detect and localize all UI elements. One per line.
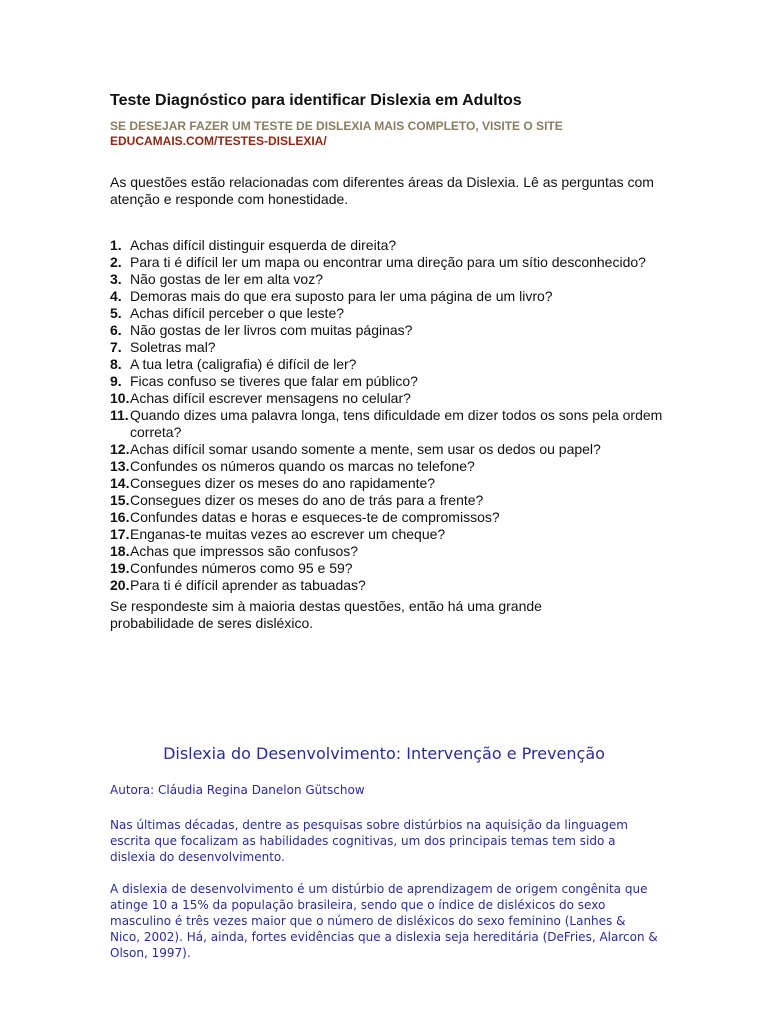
question-text: Não gostas de ler livros com muitas páginas?: [130, 322, 413, 338]
question-item: [110, 254, 710, 271]
question-text: Achas difícil distinguir esquerda de direita?: [130, 237, 397, 253]
question-number: 14.: [110, 475, 130, 491]
question-text: Demoras mais do que era suposto para ler uma página de um livro?: [130, 288, 553, 304]
question-number: 10.: [110, 390, 130, 406]
question-text: Achas que impressos são confusos?: [130, 543, 359, 559]
conclusion-paragraph: Se respondeste sim à maioria destas questões, então há uma grande probabilidade de seres disléxico.: [110, 598, 542, 631]
question-text: Para ti é difícil ler um mapa ou encontrar uma direção para um sítio desconhecido?: [130, 254, 646, 270]
question-number: 4.: [110, 288, 122, 304]
article-title: Dislexia do Desenvolvimento: Intervenção e Prevenção: [163, 744, 605, 763]
question-item: [110, 288, 710, 305]
question-item: [110, 322, 710, 339]
question-text: Soletras mal?: [130, 339, 216, 355]
document-title: Teste Diagnóstico para identificar Dislexia em Adultos: [110, 92, 522, 109]
article-paragraph-2: A dislexia de desenvolvimento é um distúrbio de aprendizagem de origem congênita que atinge 10 a 15% da população brasileira, sendo que o índice de disléxicos do sexo masculino é três vezes maior que o número de disléxicos do sexo feminino (Lanhes & Nico, 2002). Há, ainda, fortes evidências que a dislexia seja hereditária (DeFries, Alarcon & Olson, 1997).: [110, 882, 658, 960]
question-item: [110, 560, 710, 577]
question-number: 5.: [110, 305, 122, 321]
question-number: 11.: [110, 407, 129, 423]
question-item: [110, 475, 710, 492]
question-number: 20.: [110, 577, 130, 593]
question-text: Não gostas de ler em alta voz?: [130, 271, 323, 287]
question-text: Quando dizes uma palavra longa, tens dificuldade em dizer todos os sons pela ordem correta?: [130, 407, 663, 440]
promo-text: SE DESEJAR FAZER UM TESTE DE DISLEXIA MAIS COMPLETO, VISITE O SITE: [110, 119, 563, 133]
question-item: [110, 373, 710, 390]
question-number: 18.: [110, 543, 130, 559]
promo-notice: [110, 119, 563, 149]
question-item: [110, 509, 710, 526]
question-number: 17.: [110, 526, 130, 542]
question-number: 15.: [110, 492, 130, 508]
promo-link[interactable]: EDUCAMAIS.COM/TESTES-DISLEXIA/: [110, 134, 327, 148]
question-item: [110, 390, 710, 407]
question-item: [110, 492, 710, 509]
question-item: [110, 577, 710, 594]
question-number: 2.: [110, 254, 122, 270]
article-author: Autora: Cláudia Regina Danelon Gütschow: [110, 783, 365, 797]
question-number: 19.: [110, 560, 130, 576]
intro-paragraph: As questões estão relacionadas com diferentes áreas da Dislexia. Lê as perguntas com atenção e responde com honestidade.: [110, 174, 654, 207]
question-text: Ficas confuso se tiveres que falar em público?: [130, 373, 418, 389]
question-item: [110, 458, 710, 475]
question-text: Enganas-te muitas vezes ao escrever um cheque?: [130, 526, 446, 542]
question-item: [110, 305, 710, 322]
question-number: 8.: [110, 356, 122, 372]
question-item: [110, 237, 710, 254]
question-text: Consegues dizer os meses do ano de trás para a frente?: [130, 492, 484, 508]
question-text: A tua letra (caligrafia) é difícil de ler?: [130, 356, 357, 372]
question-text: Confundes números como 95 e 59?: [130, 560, 353, 576]
question-item: [110, 356, 710, 373]
question-number: 13.: [110, 458, 130, 474]
question-number: 16.: [110, 509, 130, 525]
question-number: 3.: [110, 271, 122, 287]
question-number: 1.: [110, 237, 122, 253]
question-text: Achas difícil somar usando somente a mente, sem usar os dedos ou papel?: [130, 441, 601, 457]
question-list: [110, 237, 710, 594]
question-item: [110, 441, 710, 458]
question-number: 6.: [110, 322, 122, 338]
question-text: Para ti é difícil aprender as tabuadas?: [130, 577, 366, 593]
question-number: 9.: [110, 373, 122, 389]
question-item: [110, 339, 710, 356]
question-number: 12.: [110, 441, 130, 457]
question-text: Achas difícil escrever mensagens no celular?: [130, 390, 411, 406]
question-text: Consegues dizer os meses do ano rapidamente?: [130, 475, 436, 491]
question-item: [110, 543, 710, 560]
question-text: Confundes os números quando os marcas no telefone?: [130, 458, 475, 474]
question-text: Confundes datas e horas e esqueces-te de compromissos?: [130, 509, 500, 525]
question-number: 7.: [110, 339, 122, 355]
question-item: [110, 407, 710, 441]
article-paragraph-1: Nas últimas décadas, dentre as pesquisas sobre distúrbios na aquisição da linguagem escrita que focalizam as habilidades cognitivas, um dos principais temas tem sido a dislexia do desenvolvimento.: [110, 818, 628, 864]
question-item: [110, 526, 710, 543]
question-text: Achas difícil perceber o que leste?: [130, 305, 345, 321]
question-item: [110, 271, 710, 288]
